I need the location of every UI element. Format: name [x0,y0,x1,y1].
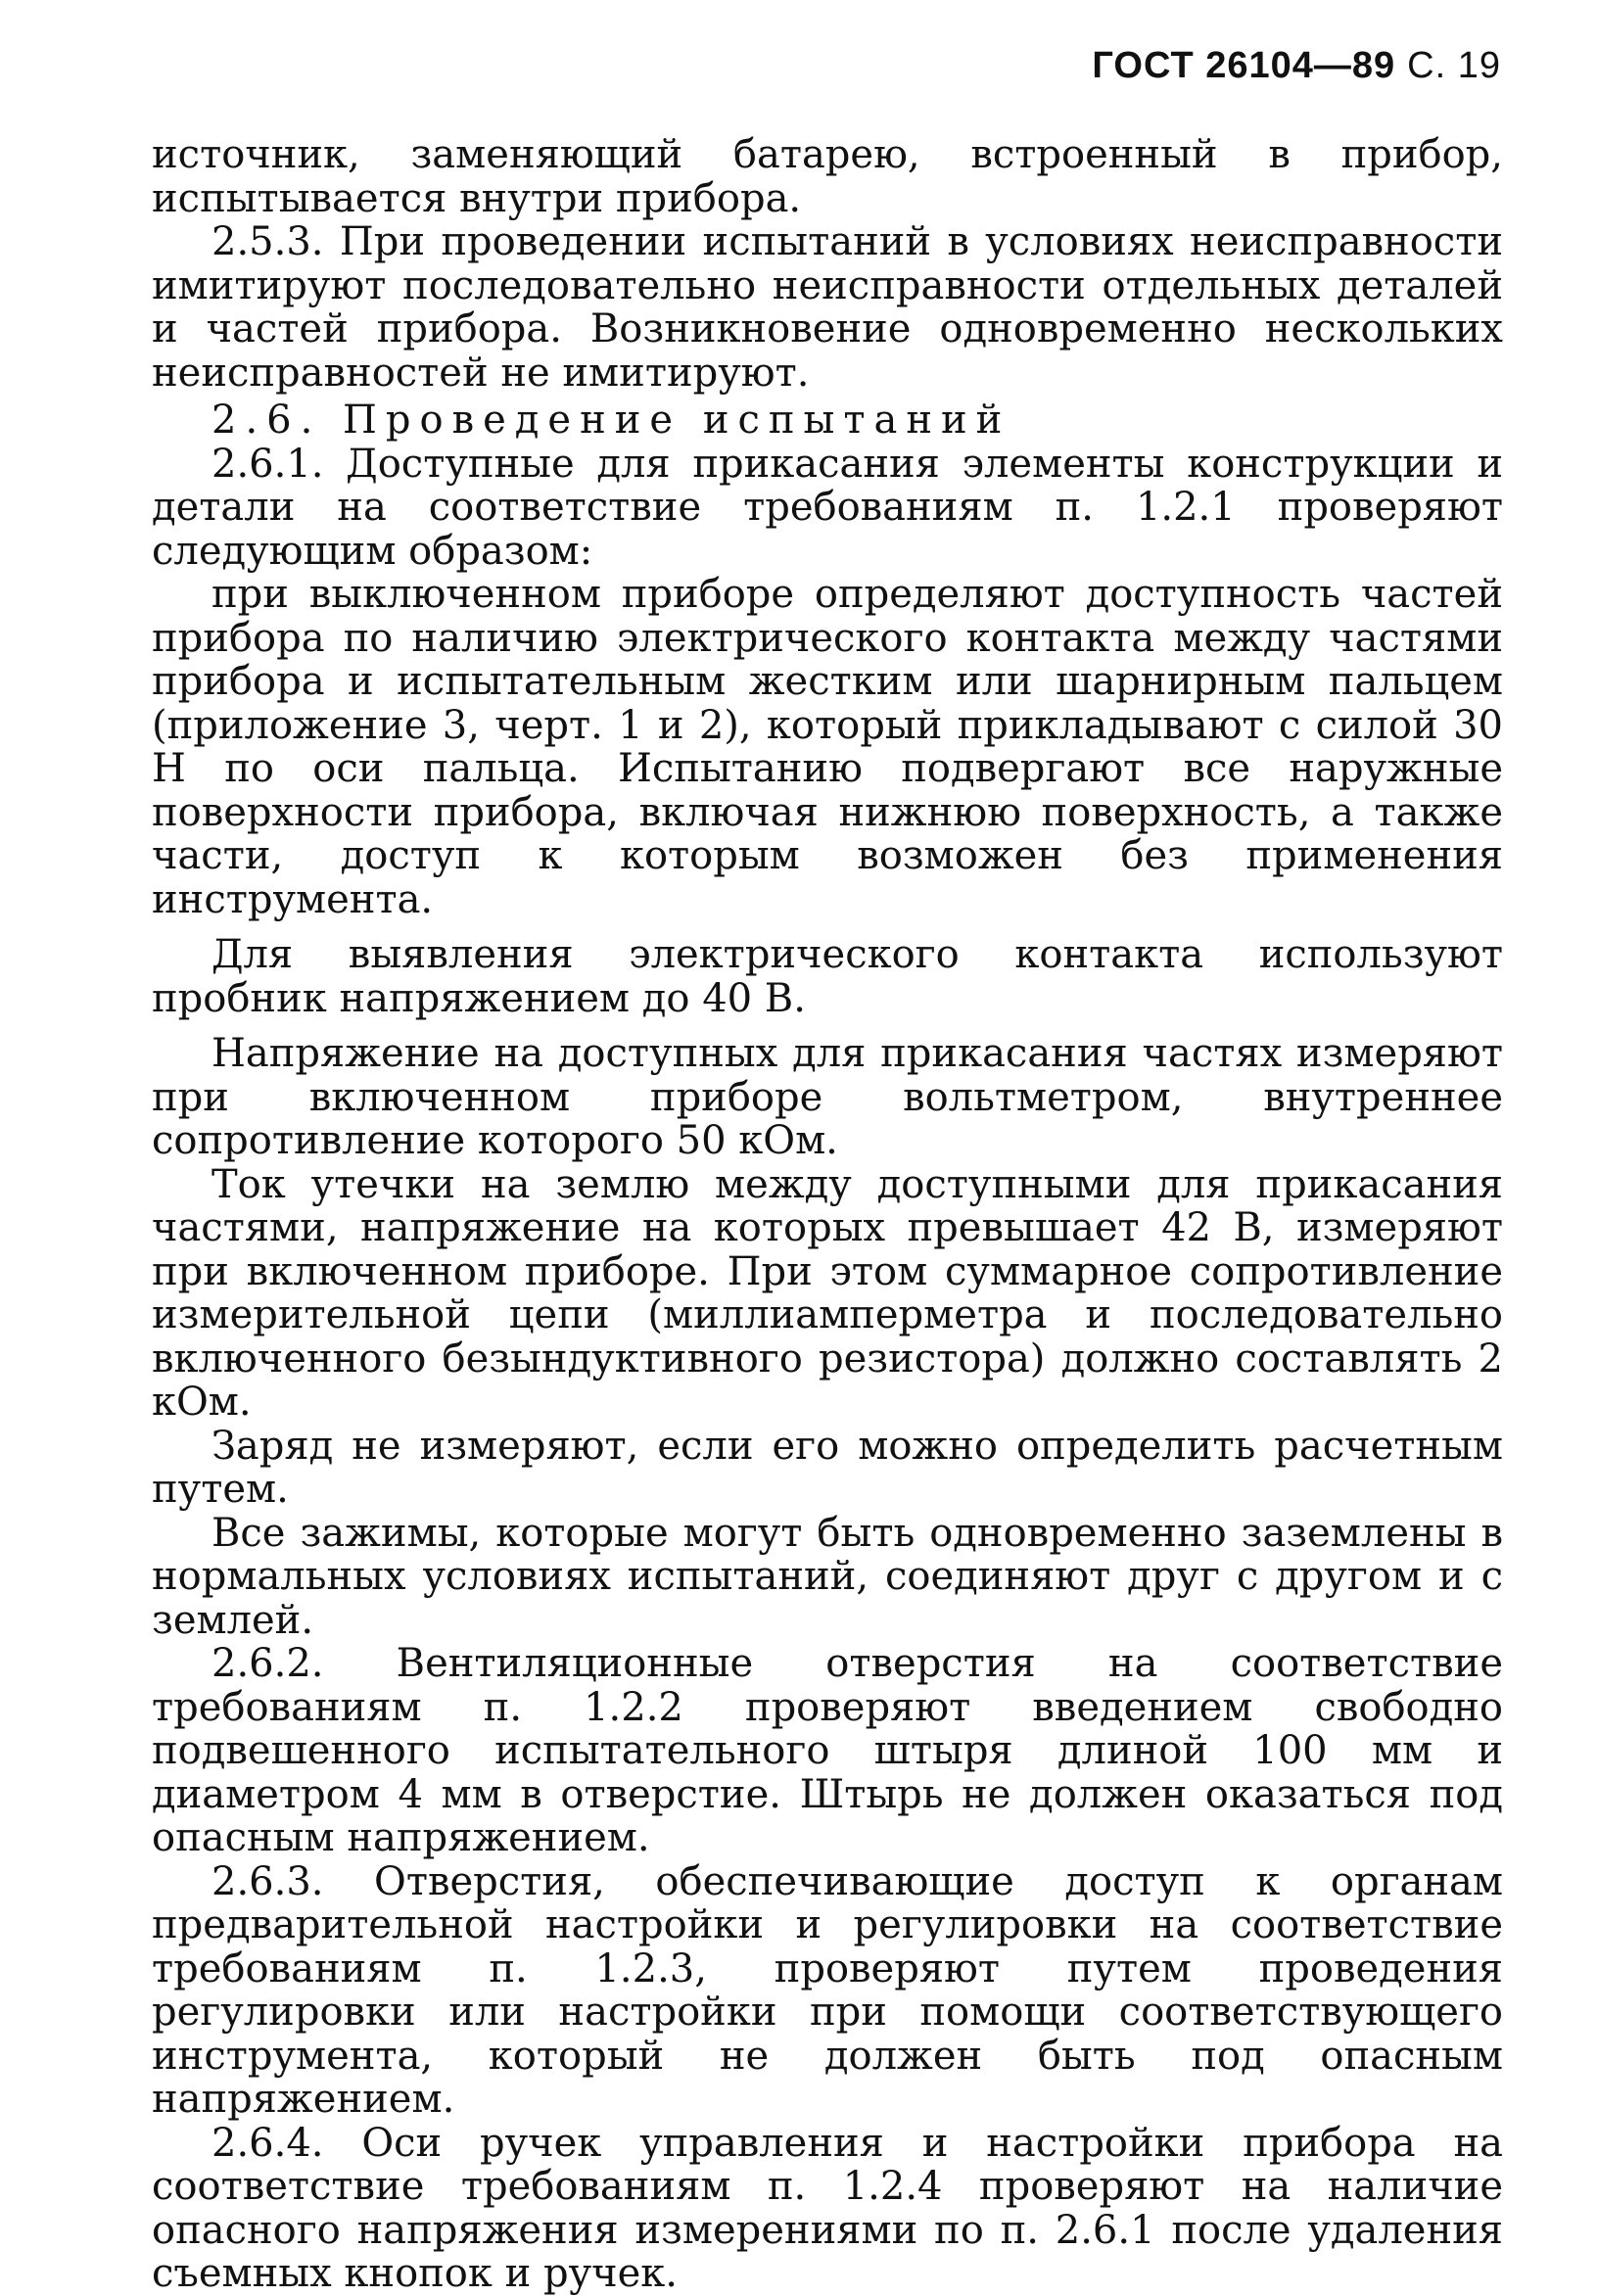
paragraph-2-6-3: 2.6.3. Отверстия, обеспечивающие доступ к органам предварительной настройки и регулировки на соответствие требованиям п. 1.2.3, проверяют путем проведения регулировки или настройки при помощи соответствующего инструмента, который не должен быть под опасным напряжением. [152,1858,1503,2122]
body-text [152,133,1503,2296]
paragraph-leakage: Ток утечки на землю между доступными для прикасания частями, напряжение на которых превышает 42 В, измеряют при включенном приборе. При этом суммарное сопротивление измерительной цепи (миллиамперметра и последовательно включенного безындуктивного резистора) должно составлять 2 кОм. [152,1161,1503,1425]
paragraph-terminals: Все зажимы, которые могут быть одновременно заземлены в нормальных условиях испытаний, соединяют друг с другом и с землей. [152,1510,1503,1643]
paragraph-2-6-1: 2.6.1. Доступные для прикасания элементы конструкции и детали на соответствие требованиям п. 1.2.1 проверяют следующим образом: [152,441,1503,574]
paragraph-2-5-3: 2.5.3. При проведении испытаний в условиях неисправности имитируют последовательно неисправности отдельных деталей и частей прибора. Возникновение одновременно нескольких неисправностей не имитируют. [152,219,1503,396]
section-heading-2-6: 2.6. Проведение испытаний [211,398,1011,443]
paragraph-2-6-2: 2.6.2. Вентиляционные отверстия на соответствие требованиям п. 1.2.2 проверяют введением свободно подвешенного испытательного штыря длиной 100 мм и диаметром 4 мм в отверстие. Штырь не должен оказаться под опасным напряжением. [152,1641,1503,1860]
paragraph-charge: Заряд не измеряют, если его можно определить расчетным путем. [152,1423,1503,1512]
paragraph-contact-test: при выключенном приборе определяют доступность частей прибора по наличию электрического контакта между частями прибора и испытательным жестким или шарнирным пальцем (приложение 3, черт. 1 и 2), который прикладывают с силой 30 Н по оси пальца. Испытанию подвергают все наружные поверхности прибора, включая нижнюю поверхность, а также части, доступ к которым возможен без применения инструмента. [152,572,1503,922]
paragraph-continuation: источник, заменяющий батарею, встроенный в прибор, испытывается внутри прибора. [152,132,1503,221]
paragraph-probe: Для выявления электрического контакта используют пробник напряжением до 40 В. [152,932,1503,1021]
standard-number: ГОСТ 26104—89 [1092,45,1396,86]
page-number: С. 19 [1407,45,1501,86]
page-header [1092,43,1501,87]
paragraph-2-6-4: 2.6.4. Оси ручек управления и настройки прибора на соответствие требованиям п. 1.2.4 проверяют на наличие опасного напряжения измерениями по п. 2.6.1 после удаления съемных кнопок и ручек. [152,2120,1503,2296]
paragraph-voltage: Напряжение на доступных для прикасания частях измеряют при включенном приборе вольтметром, внутреннее сопротивление которого 50 кОм. [152,1031,1503,1163]
